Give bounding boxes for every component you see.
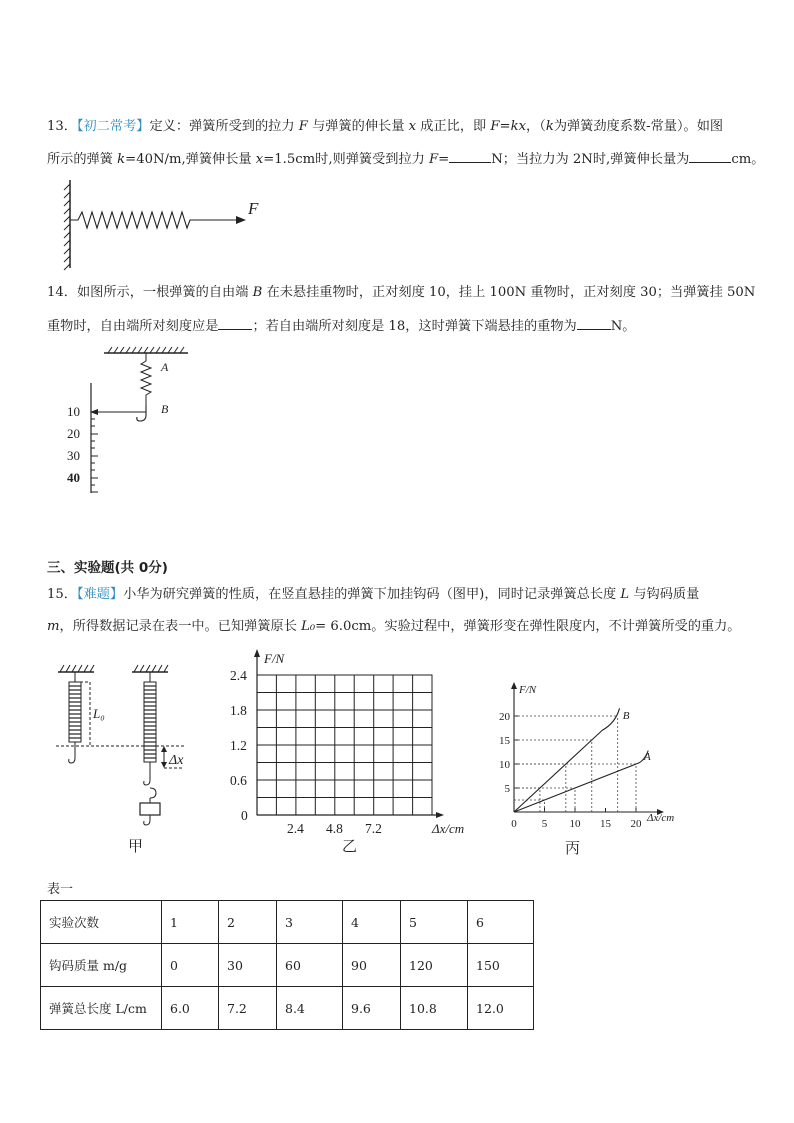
table-caption: 表一	[47, 882, 74, 897]
scale-label: 30	[67, 448, 80, 463]
q13-line2: 所示的弹簧 k=40N/m,弹簧伸长量 x=1.5cm时,则弹簧受到拉力 F= N；当拉力为 2N时,弹簧伸长量为 cm。	[47, 152, 765, 167]
axis-label: Δx/cm	[432, 821, 465, 836]
x-tick-label: 20	[630, 818, 642, 830]
x-tick: 7.2	[365, 821, 382, 836]
y-tick-label: 10	[499, 759, 510, 771]
axis-label: Δx/cm	[647, 812, 675, 824]
q13-tag: 【初二常考】	[76, 119, 150, 134]
table-cell: 2	[219, 901, 277, 944]
table-cell: 0	[162, 944, 219, 987]
table-cell: 120	[401, 944, 468, 987]
fig-yi	[225, 645, 485, 855]
y-tick: 2.4	[230, 668, 247, 683]
label-A: A	[161, 360, 169, 374]
table-cell: 4	[343, 901, 401, 944]
fig-bing	[495, 680, 695, 860]
q15-line2: m，所得数据记录在表一中。已知弹簧原长 L₀= 6.0cm。实验过程中，弹簧形变在弹性限度内，不计弹簧所受的重力。	[47, 619, 741, 634]
force-label: F	[248, 199, 259, 218]
table-cell: 9.6	[343, 987, 401, 1030]
q14-line2: 重物时，自由端所对刻度应是 ；若自由端所对刻度是 18，这时弹簧下端悬挂的重物为 N。	[47, 319, 636, 334]
section-heading: 三、实验题(共 0分)	[47, 560, 168, 576]
x-tick-label: 5	[541, 818, 548, 830]
grid	[257, 675, 432, 815]
q15-tag: 【难题】	[76, 587, 124, 602]
table-cell: 6.0	[162, 987, 219, 1030]
table-cell: 1	[162, 901, 219, 944]
table-cell: 3	[277, 901, 343, 944]
table-cell: 7.2	[219, 987, 277, 1030]
caption-yi: 乙	[342, 839, 358, 855]
y-tick: 1.8	[230, 703, 247, 718]
series-label-B: B	[622, 710, 630, 722]
series-line-B	[514, 708, 620, 812]
answer-blank[interactable]	[218, 317, 252, 330]
fig-jia	[50, 662, 200, 857]
scale-label: 10	[67, 404, 80, 419]
scale-label: 40	[67, 470, 80, 485]
table-cell: 90	[343, 944, 401, 987]
y-tick: 0.6	[230, 773, 247, 788]
table-cell: 10.8	[401, 987, 468, 1030]
table-row-header: 钩码质量 m/g	[41, 944, 162, 987]
label-B: B	[161, 402, 169, 416]
x-tick: 4.8	[326, 821, 343, 836]
table-cell: 5	[401, 901, 468, 944]
table-cell: 8.4	[277, 987, 343, 1030]
caption-bing: 丙	[565, 841, 581, 857]
y-tick: 0	[241, 808, 248, 823]
q15-line1: 15．【难题】小华为研究弹簧的性质，在竖直悬挂的弹簧下加挂钩码（图甲)，同时记录弹簧总长度 L 与钩码质量	[47, 587, 700, 602]
series-line-A	[514, 751, 648, 812]
axis-label: F/N	[519, 684, 537, 696]
caption-jia: 甲	[128, 839, 144, 855]
table-row	[41, 944, 534, 987]
series-label-A: A	[644, 751, 651, 763]
table-cell: 150	[468, 944, 534, 987]
table-cell: 30	[219, 944, 277, 987]
y-tick: 1.2	[230, 738, 247, 753]
q14-line1: 14．如图所示，一根弹簧的自由端 B 在未悬挂重物时，正对刻度 10，挂上 100N 重物时，正对刻度 30；当弹簧挂 50N	[47, 285, 756, 300]
L0-label: L₀	[93, 706, 105, 721]
x-tick: 2.4	[287, 821, 304, 836]
data-table	[40, 900, 534, 1030]
x-tick-label: 0	[511, 818, 517, 830]
scale-ticks	[91, 412, 98, 492]
answer-blank[interactable]	[577, 317, 611, 330]
table-row-header: 实验次数	[41, 901, 162, 944]
dx-label: Δx	[169, 753, 184, 768]
table-cell: 60	[277, 944, 343, 987]
x-tick-label: 15	[600, 818, 611, 830]
answer-blank[interactable]	[689, 150, 731, 163]
y-tick-label: 5	[504, 783, 510, 795]
arrow-icon	[236, 216, 246, 224]
q13-line1: 13．【初二常考】定义：弹簧所受到的拉力 F 与弹簧的伸长量 x 成正比，即 F=kx，（k为弹簧劲度系数-常量）。如图	[47, 119, 724, 134]
axis-label: F/N	[264, 651, 285, 666]
table-cell: 6	[468, 901, 534, 944]
table-cell: 12.0	[468, 987, 534, 1030]
table-row-header: 弹簧总长度 L/cm	[41, 987, 162, 1030]
q14-spring-scale-figure	[60, 345, 200, 495]
q13-spring-figure	[60, 178, 280, 273]
y-tick-label: 20	[499, 711, 510, 723]
answer-blank[interactable]	[449, 150, 491, 163]
table-row	[41, 901, 534, 944]
table-row	[41, 987, 534, 1030]
x-tick-label: 10	[569, 818, 581, 830]
y-tick-label: 15	[499, 735, 510, 747]
scale-label: 20	[67, 426, 80, 441]
